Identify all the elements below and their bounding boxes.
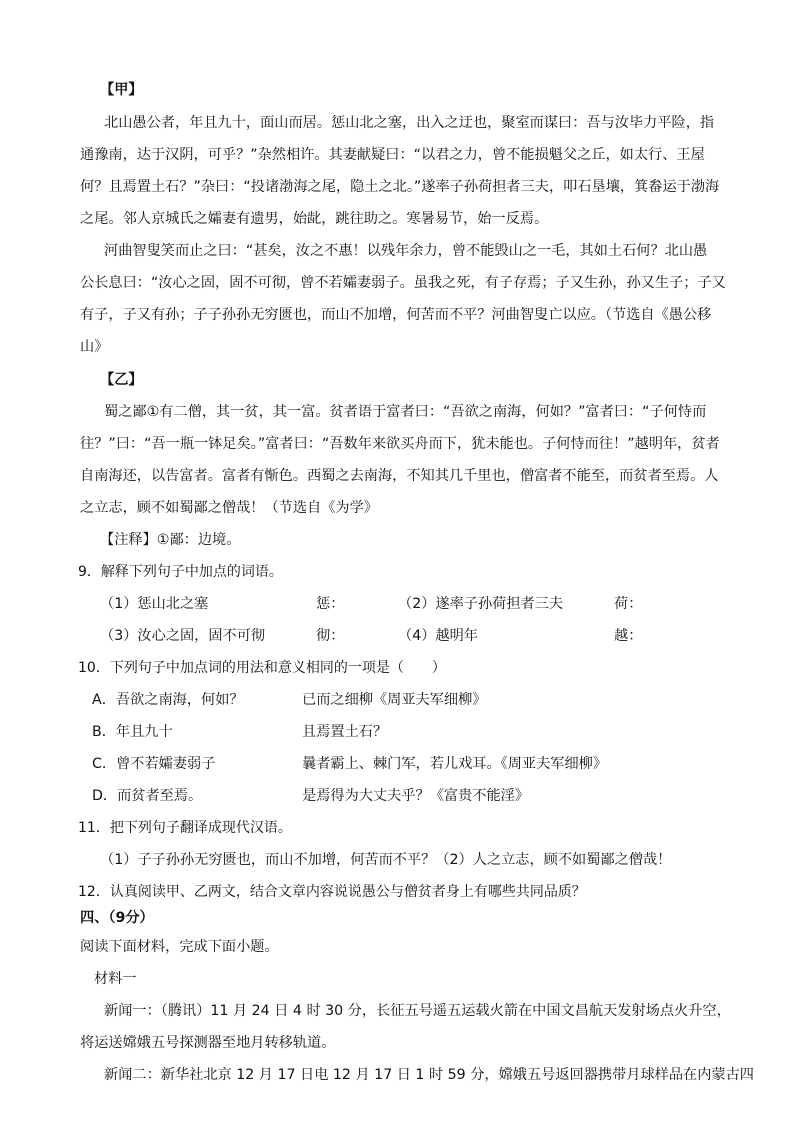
yi-p1-line3: 自南海还，以告富者。富者有惭色。西蜀之去南海，不知其几千里也，僧富者不能至，而贫者至焉。人 — [80, 468, 719, 484]
question-9-item-2: （2）遂率子孙荷担者三夫 — [398, 596, 564, 612]
yi-p1-line1: 蜀之鄙①有二僧，其一贫，其一富。贫者语于富者曰：“吾欲之南海，何如？”富者曰：“子何恃而 — [104, 404, 707, 420]
question-12: 12．认真阅读甲、乙两文，结合文章内容说说愚公与僧贫者身上有哪些共同品质？ — [78, 884, 586, 900]
section-4-title: 四、（9分） — [80, 910, 154, 926]
question-9-item-4-answer: 越： — [614, 628, 643, 644]
question-9-item-1-answer: 惩： — [316, 596, 345, 612]
question-9-item-1: （1）惩山北之塞 — [100, 596, 209, 612]
jia-p2-line1: 河曲智叟笑而止之曰：“甚矣，汝之不惠！以残年余力，曾不能毁山之一毛，其如土石何？北山愚 — [104, 243, 708, 259]
question-9-item-3: （3）汝心之固，固不可彻 — [100, 628, 266, 644]
question-9: 9．解释下列句子中加点的词语。 — [78, 564, 283, 580]
question-10-option-a: A．吾欲之南海，何如？ — [92, 692, 244, 708]
question-10: 10．下列句子中加点词的用法和意义相同的一项是（ ） — [78, 660, 446, 676]
question-10-option-c: C．曾不若孀妻弱子 — [92, 756, 216, 772]
question-10-option-b: B．年且九十 — [92, 724, 173, 740]
jia-p2-line4: 山》 — [80, 339, 109, 355]
jia-p1-line2: 通豫南，达于汉阴，可乎？”杂然相许。其妻献疑曰：“以君之力，曾不能损魁父之丘，如太行、王屋 — [80, 147, 705, 163]
question-10-option-c-compare: 曩者霸上、棘门军，若儿戏耳。《周亚夫军细柳》 — [302, 756, 608, 772]
news-2-line1: 新闻二：新华社北京 12 月 17 日电 12 月 17 日 1 时 59 分，嫦娥五号返回器携带月球样品在内蒙古四 — [104, 1067, 754, 1083]
jia-p1-line3: 何？且焉置土石？”杂曰：“投诸渤海之尾，隐土之北。”遂率子孙荷担者三夫，叩石垦壤，箕畚运于渤海 — [80, 179, 720, 195]
jia-header: 【甲】 — [100, 82, 143, 98]
material-1-label: 材料一 — [94, 971, 137, 987]
question-9-item-3-answer: 彻： — [316, 628, 345, 644]
question-9-item-2-answer: 荷： — [614, 596, 643, 612]
annotation-note: 【注释】①鄙：边境。 — [100, 532, 241, 548]
news-1-line1: 新闻一：（腾讯）11 月 24 日 4 时 30 分，长征五号遥五运载火箭在中国文昌航天发射场点火升空， — [104, 1003, 731, 1019]
question-10-option-d: D．而贫者至焉。 — [92, 788, 203, 804]
yi-header: 【乙】 — [100, 372, 143, 388]
question-10-option-d-compare: 是焉得为大丈夫乎？《富贵不能淫》 — [302, 788, 530, 804]
jia-p2-line3: 有子，子又有孙；子子孙孙无穷匮也，而山不加增，何苦而不平？河曲智叟亡以应。（节选自《愚公移 — [80, 307, 712, 323]
question-11-items: （1）子子孙孙无穷匮也，而山不加增，何苦而不平？（2）人之立志，顾不如蜀鄙之僧哉！ — [100, 852, 672, 868]
question-9-item-4: （4）越明年 — [398, 628, 478, 644]
question-10-option-a-compare: 已而之细柳《周亚夫军细柳》 — [302, 692, 487, 708]
jia-p2-line2: 公长息曰：“汝心之固，固不可彻，曾不若孀妻弱子。虽我之死，有子存焉；子又生孙，孙又生子；子又 — [80, 275, 726, 291]
news-1-line2: 将运送嫦娥五号探测器至地月转移轨道。 — [80, 1035, 336, 1051]
yi-p1-line4: 之立志，顾不如蜀鄙之僧哉！（节选自《为学》 — [80, 500, 378, 516]
section-4-intro: 阅读下面材料，完成下面小题。 — [80, 939, 279, 955]
yi-p1-line2: 往？”曰：“吾一瓶一钵足矣。”富者曰：“吾数年来欲买舟而下，犹未能也。子何恃而往！”越明年，贫者 — [80, 436, 720, 452]
jia-p1-line1: 北山愚公者，年且九十，面山而居。惩山北之塞，出入之迂也，聚室而谋曰：吾与汝毕力平险，指 — [104, 115, 715, 131]
question-10-option-b-compare: 且焉置土石？ — [302, 724, 388, 740]
question-11: 11．把下列句子翻译成现代汉语。 — [78, 820, 292, 836]
jia-p1-line4: 之尾。邻人京城氏之孀妻有遗男，始龀，跳往助之。寒暑易节，始一反焉。 — [80, 211, 549, 227]
